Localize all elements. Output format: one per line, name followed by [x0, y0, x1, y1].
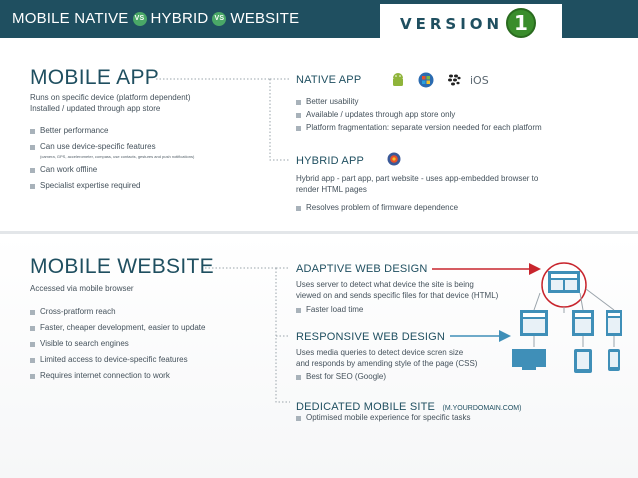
hybrid-app-desc — [296, 173, 626, 195]
hybrid-app-title: HYBRID APP — [296, 155, 365, 167]
mobile-app-desc — [30, 92, 280, 114]
bullet-icon — [30, 184, 35, 189]
bullet-icon — [296, 308, 301, 313]
feature-text: Faster, cheaper development, easier to update — [40, 323, 206, 332]
adaptive-title: ADAPTIVE WEB DESIGN — [296, 263, 428, 275]
bullet-icon — [30, 342, 35, 347]
dedicated-title: DEDICATED MOBILE SITE — [296, 401, 436, 413]
responsive-desc-line: Uses media queries to detect device scren size — [296, 348, 464, 357]
list-item — [30, 181, 270, 191]
version-one-logo: 1 — [506, 8, 536, 38]
bullet-icon — [30, 326, 35, 331]
bullet-icon — [296, 100, 301, 105]
list-item — [296, 97, 626, 107]
bullet-text: Platform fragmentation: separate version needed for each platform — [306, 123, 542, 132]
list-item — [30, 323, 270, 333]
hybrid-gear-icon — [386, 151, 402, 167]
bullet-icon — [30, 310, 35, 315]
dedicated-domain: (M.YOURDOMAIN.COM) — [442, 405, 522, 412]
list-item — [296, 203, 626, 213]
feature-text: Requires internet connection to work — [40, 371, 170, 380]
bullet-icon — [296, 375, 301, 380]
native-app-title: NATIVE APP — [296, 74, 362, 86]
list-item — [296, 413, 556, 423]
hybrid-app-bullets — [296, 203, 626, 216]
list-item — [30, 307, 270, 317]
end-devices — [512, 349, 620, 373]
vs-badge: VS — [133, 12, 147, 26]
mobile-app-features — [30, 126, 270, 197]
feature-text: Cross-pratform reach — [40, 307, 116, 316]
feature-text: Specialist expertise required — [40, 181, 141, 190]
list-item — [30, 355, 270, 365]
android-icon — [390, 72, 406, 88]
bullet-text: Available / updates through app store only — [306, 110, 456, 119]
list-item — [30, 371, 270, 381]
devices-illustration-icon — [420, 255, 630, 375]
bullet-text: Resolves problem of firmware dependence — [306, 203, 459, 212]
adaptive-desc-line: Uses server to detect what device the site is being — [296, 280, 474, 289]
mobile-website-desc: Accessed via mobile browser — [30, 284, 134, 293]
responsive-desc-line: and responds by amending style of the page (CSS) — [296, 359, 478, 368]
header-title-hybrid: HYBRID — [150, 10, 209, 27]
hybrid-desc-line: render HTML pages — [296, 185, 367, 194]
mobile-website-features — [30, 307, 270, 387]
bullet-icon — [30, 374, 35, 379]
mobile-app-desc-line: Runs on specific device (platform dependent) — [30, 93, 191, 102]
dedicated-bullets — [296, 413, 556, 426]
windows-icon — [418, 72, 434, 88]
bullet-text: Better usability — [306, 97, 359, 106]
feature-text: Can use device-specific features — [40, 142, 156, 151]
bullet-icon — [296, 206, 301, 211]
bullet-icon — [30, 358, 35, 363]
bullet-icon — [296, 113, 301, 118]
list-item — [296, 110, 626, 120]
bullet-icon — [296, 126, 301, 131]
feature-text: Better performance — [40, 126, 109, 135]
bullet-text: Optimised mobile experience for specific tasks — [306, 413, 471, 422]
bullet-icon — [296, 416, 301, 421]
list-item — [30, 165, 270, 175]
bullet-icon — [30, 129, 35, 134]
list-item — [30, 126, 270, 136]
vs-badge: VS — [212, 12, 226, 26]
list-item — [30, 142, 270, 152]
feature-text: Can work offline — [40, 165, 98, 174]
bullet-text: Faster load time — [306, 305, 364, 314]
mobile-app-desc-line: Installed / updated through app store — [30, 104, 161, 113]
mobile-website-title: MOBILE WEBSITE — [30, 255, 214, 278]
version-text: VERSION — [400, 15, 504, 33]
bullet-icon — [30, 145, 35, 150]
header-title-native: MOBILE NATIVE — [12, 10, 129, 27]
features-note: (camera, GPS, accelerometer, compass, use contacts, gestures and push notifications) — [40, 154, 195, 159]
bullet-icon — [30, 168, 35, 173]
feature-text: Limited access to device-specific features — [40, 355, 188, 364]
page-variants — [520, 310, 622, 336]
ios-icon: iOS — [470, 74, 489, 87]
hybrid-desc-line: Hybrid app - part app, part website - uses app-embedded browser to — [296, 174, 539, 183]
mobile-app-title: MOBILE APP — [30, 66, 160, 89]
responsive-title: RESPONSIVE WEB DESIGN — [296, 331, 446, 343]
feature-text: Visible to search engines — [40, 339, 129, 348]
list-item — [296, 123, 626, 133]
blackberry-icon — [446, 72, 462, 88]
dedicated-connector — [276, 268, 290, 402]
native-app-bullets — [296, 97, 626, 136]
adaptive-desc-line: viewed on and sends specific files for that device (HTML) — [296, 291, 499, 300]
list-item — [30, 339, 270, 349]
bullet-text: Best for SEO (Google) — [306, 372, 387, 381]
header-title-website: WEBSITE — [230, 10, 300, 27]
